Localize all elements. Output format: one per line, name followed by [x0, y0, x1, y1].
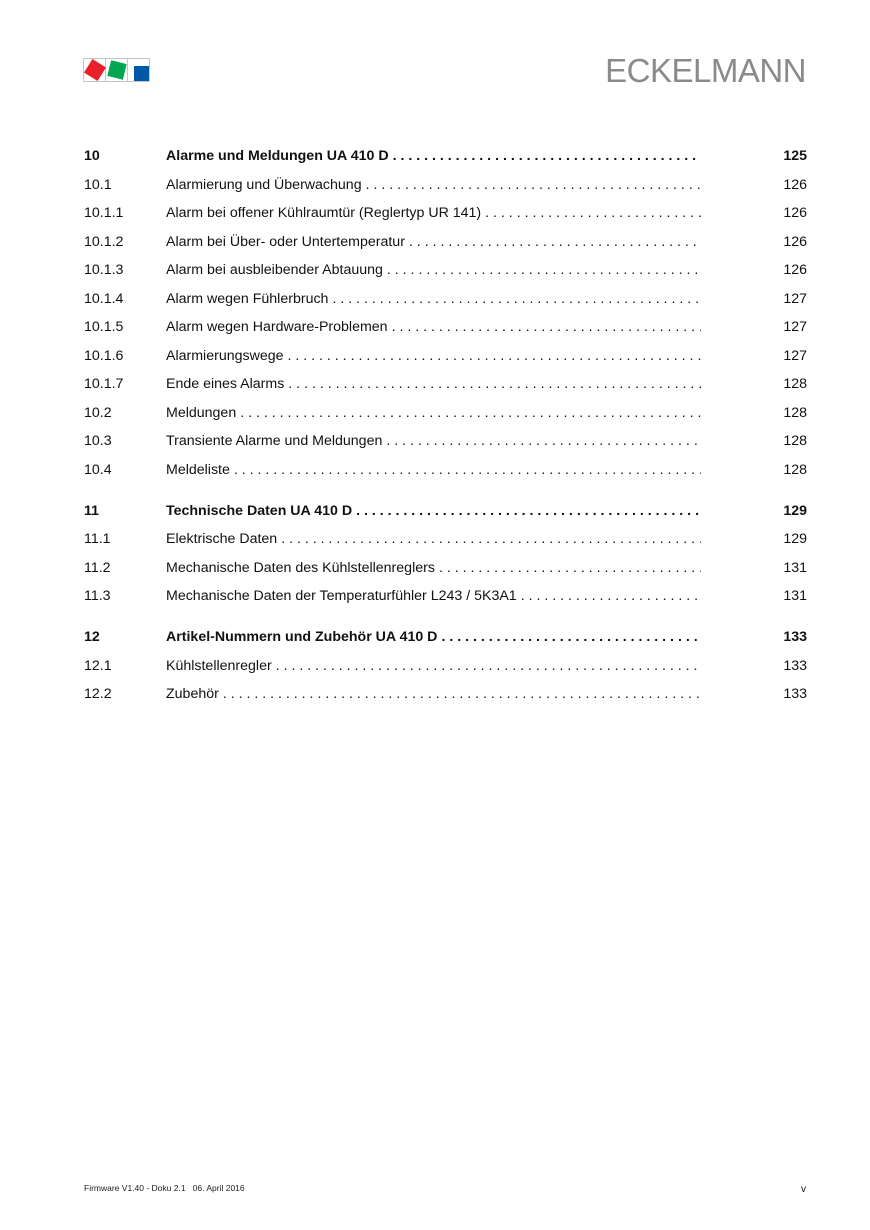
brand-name: ECKELMANN	[605, 52, 806, 89]
toc-entry[interactable]	[84, 652, 807, 681]
toc-title: Alarme und Meldungen UA 410 D	[166, 148, 389, 165]
toc-page: 131	[783, 588, 807, 605]
toc-title: Technische Daten UA 410 D	[166, 502, 353, 519]
toc-leader-dots	[441, 629, 701, 645]
toc-number: 11.2	[84, 559, 111, 576]
toc-number: 10.2	[84, 404, 112, 421]
toc-title: Elektrische Daten	[166, 531, 278, 548]
toc-leader-dots	[240, 405, 701, 421]
toc-title: Zubehör	[166, 686, 219, 703]
toc-page: 128	[783, 461, 807, 478]
toc-entry[interactable]	[84, 525, 807, 554]
toc-leader-dots	[366, 177, 701, 193]
toc-entry[interactable]	[84, 342, 807, 371]
toc-number: 10	[84, 148, 100, 165]
toc-page: 128	[783, 404, 807, 421]
toc-leader-dots	[386, 433, 701, 449]
toc-title: Mechanische Daten der Temperaturfühler L243 / 5K3A1	[166, 588, 517, 605]
toc-number: 10.1.7	[84, 376, 124, 393]
toc-chapter	[84, 497, 807, 611]
toc-number: 11.3	[84, 588, 111, 605]
toc-title: Ende eines Alarms	[166, 376, 285, 393]
toc-entry[interactable]	[84, 399, 807, 428]
toc-entry[interactable]	[84, 370, 807, 399]
toc-chapter-heading[interactable]	[84, 142, 807, 171]
toc-entry[interactable]	[84, 285, 807, 314]
toc-leader-dots	[281, 531, 701, 547]
table-of-contents	[84, 142, 807, 721]
toc-title: Alarmierung und Überwachung	[166, 176, 362, 193]
toc-page: 133	[783, 657, 807, 674]
toc-title: Meldungen	[166, 404, 237, 421]
toc-title: Transiente Alarme und Meldungen	[166, 433, 383, 450]
toc-leader-dots	[392, 319, 701, 335]
toc-page: 129	[783, 531, 807, 548]
toc-page: 131	[783, 559, 807, 576]
toc-chapter	[84, 142, 807, 484]
toc-page: 133	[783, 629, 807, 646]
toc-page: 126	[783, 233, 807, 250]
toc-entry[interactable]	[84, 680, 807, 709]
toc-page: 133	[783, 686, 807, 703]
toc-entry[interactable]	[84, 554, 807, 583]
toc-title: Meldeliste	[166, 461, 230, 478]
toc-number: 12	[84, 629, 100, 646]
toc-page: 128	[783, 376, 807, 393]
footer-text: Firmware V1.40 - Doku 2.1 06. April 2016	[84, 1183, 245, 1193]
toc-number: 10.1.5	[84, 319, 124, 336]
toc-leader-dots	[332, 291, 701, 307]
toc-entry[interactable]	[84, 427, 807, 456]
toc-chapter-heading[interactable]	[84, 497, 807, 526]
toc-leader-dots	[521, 588, 701, 604]
toc-title: Alarm bei offener Kühlraumtür (Reglertyp UR 141)	[166, 205, 482, 222]
toc-number: 10.4	[84, 461, 112, 478]
toc-leader-dots	[393, 148, 701, 164]
toc-number: 11.1	[84, 531, 111, 548]
toc-title: Alarmierungswege	[166, 347, 284, 364]
toc-page: 129	[783, 502, 807, 519]
logo-red-cell	[83, 58, 106, 82]
toc-entry[interactable]	[84, 199, 807, 228]
toc-page: 125	[783, 148, 807, 165]
toc-title: Mechanische Daten des Kühlstellenreglers	[166, 559, 435, 576]
toc-number: 10.1.4	[84, 290, 124, 307]
company-logo	[83, 58, 149, 82]
toc-number: 10.1.1	[84, 205, 124, 222]
toc-number: 11	[84, 502, 99, 519]
toc-number: 10.1.2	[84, 233, 124, 250]
toc-number: 10.1.3	[84, 262, 124, 279]
toc-title: Alarm bei ausbleibender Abtauung	[166, 262, 383, 279]
toc-chapter-heading[interactable]	[84, 623, 807, 652]
toc-page: 128	[783, 433, 807, 450]
toc-title: Alarm wegen Hardware-Problemen	[166, 319, 388, 336]
toc-page: 126	[783, 262, 807, 279]
logo-blue-square	[134, 66, 149, 81]
toc-page: 127	[783, 290, 807, 307]
toc-entry[interactable]	[84, 171, 807, 200]
toc-leader-dots	[409, 234, 701, 250]
toc-number: 12.2	[84, 686, 112, 703]
toc-number: 10.3	[84, 433, 112, 450]
toc-title: Alarm wegen Fühlerbruch	[166, 290, 329, 307]
toc-leader-dots	[288, 376, 701, 392]
toc-title: Alarm bei Über- oder Untertemperatur	[166, 233, 405, 250]
logo-green-cell	[105, 58, 128, 82]
toc-page: 127	[783, 319, 807, 336]
toc-entry[interactable]	[84, 313, 807, 342]
logo-green-square	[107, 60, 126, 79]
toc-entry[interactable]	[84, 582, 807, 611]
toc-leader-dots	[387, 262, 701, 278]
toc-leader-dots	[485, 205, 701, 221]
toc-number: 12.1	[84, 657, 112, 674]
toc-leader-dots	[439, 560, 701, 576]
toc-entry[interactable]	[84, 228, 807, 257]
logo-red-square	[83, 59, 105, 81]
toc-leader-dots	[234, 462, 701, 478]
toc-page: 127	[783, 347, 807, 364]
toc-chapter	[84, 623, 807, 709]
toc-leader-dots	[276, 658, 701, 674]
toc-leader-dots	[288, 348, 702, 364]
toc-leader-dots	[223, 686, 701, 702]
page-number: v	[801, 1184, 806, 1195]
toc-entry[interactable]	[84, 456, 807, 485]
toc-number: 10.1.6	[84, 347, 124, 364]
toc-page: 126	[783, 205, 807, 222]
toc-number: 10.1	[84, 176, 112, 193]
logo-blue-cell	[127, 58, 150, 82]
toc-page: 126	[783, 176, 807, 193]
toc-title: Artikel-Nummern und Zubehör UA 410 D	[166, 629, 438, 646]
toc-leader-dots	[356, 503, 701, 519]
toc-entry[interactable]	[84, 256, 807, 285]
toc-title: Kühlstellenregler	[166, 657, 272, 674]
